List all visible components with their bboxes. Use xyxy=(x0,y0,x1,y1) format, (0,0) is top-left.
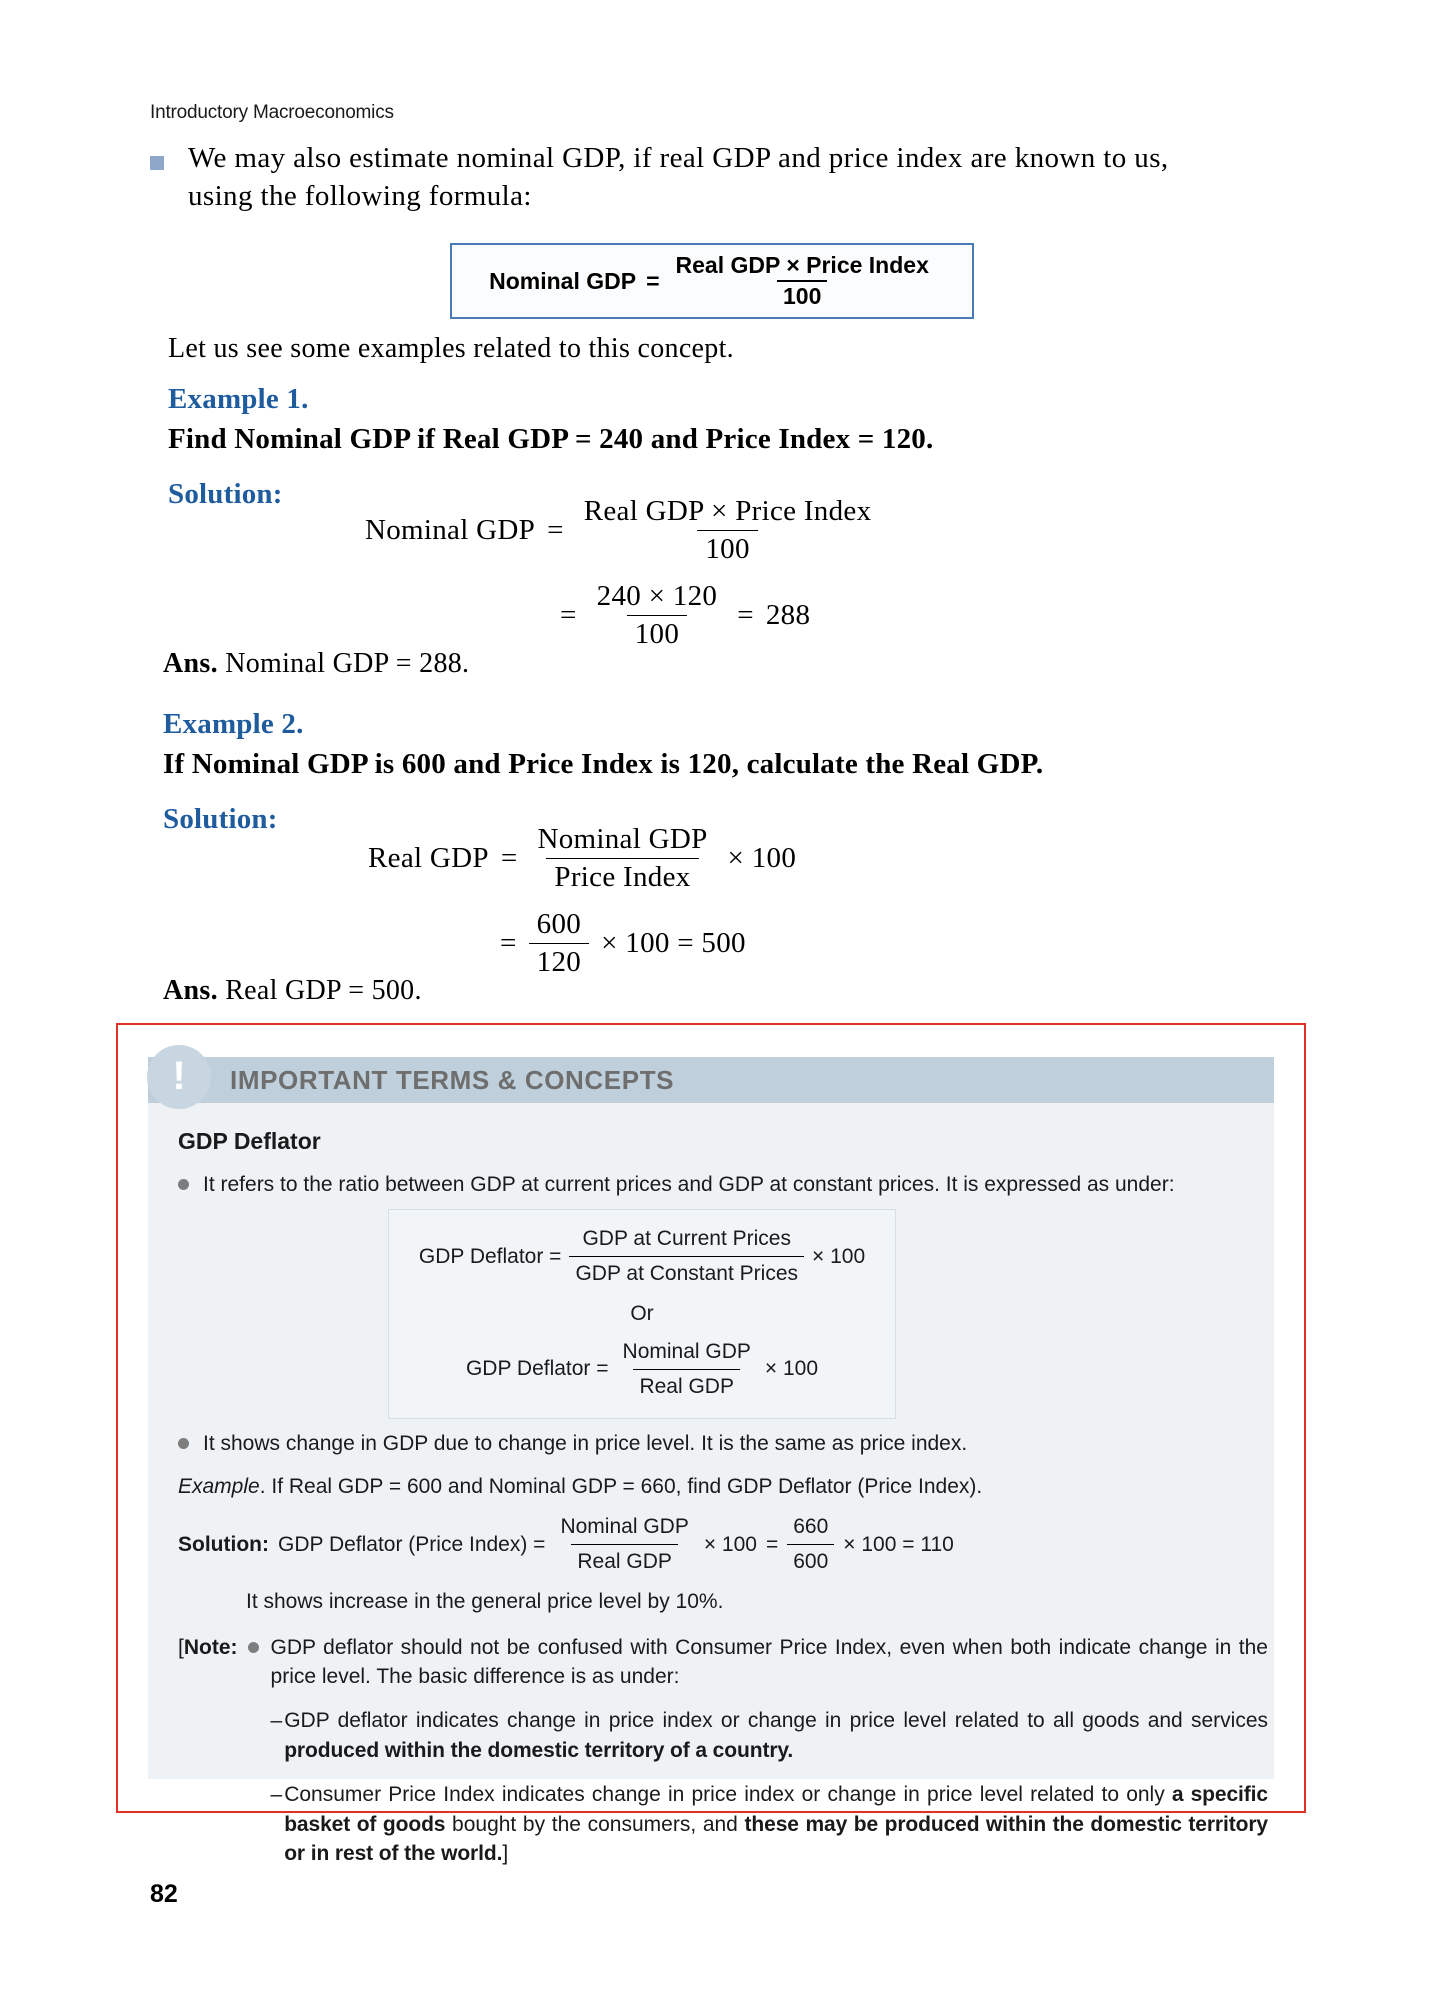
intro-bullet-block xyxy=(150,140,1280,215)
e2-eq1-times: × 100 xyxy=(727,842,797,874)
sol-mid: × 100 xyxy=(703,1532,757,1556)
deflator-equation-2 xyxy=(389,1337,895,1402)
example1-answer-text: Nominal GDP = 288. xyxy=(225,648,470,679)
note-close-bracket: ] xyxy=(502,1842,509,1866)
sol-den-2: 600 xyxy=(787,1544,834,1577)
eq2-equals: = xyxy=(560,599,577,631)
note-item-1 xyxy=(271,1706,1268,1766)
square-bullet-icon xyxy=(150,156,164,170)
example2-answer xyxy=(163,975,422,1007)
eq1-lhs: Nominal GDP xyxy=(365,514,536,546)
deflator-solution-fraction-2 xyxy=(787,1512,834,1577)
example1-equation-1 xyxy=(365,495,879,566)
note-item-1-text: GDP deflator indicates change in price index or change in price level related to all goods and services xyxy=(284,1709,1268,1733)
exclamation-glyph: ! xyxy=(172,1054,186,1098)
def-eq2-numerator: Nominal GDP xyxy=(622,1339,751,1363)
deflator-formula-card xyxy=(388,1209,896,1418)
intro-bullet-line1: We may also estimate nominal GDP, if real GDP and price index are known to us, xyxy=(188,142,1169,174)
def-eq1-denominator: GDP at Constant Prices xyxy=(569,1256,804,1289)
deflator-solution-label: Solution: xyxy=(178,1532,269,1556)
def-eq1-numerator: GDP at Current Prices xyxy=(582,1227,791,1251)
eq2-numerator: 240 × 120 xyxy=(596,580,718,612)
running-head: Introductory Macroeconomics xyxy=(150,102,394,123)
example2-question: If Nominal GDP is 600 and Price Index is 120, calculate the Real GDP. xyxy=(163,748,1044,780)
deflator-equation-1 xyxy=(389,1224,895,1289)
sol-eq2: = xyxy=(765,1532,779,1556)
note-label-wrap xyxy=(178,1633,238,1663)
eq1-equals: = xyxy=(547,514,564,546)
page-number: 82 xyxy=(150,1880,178,1908)
def-eq2-denominator: Real GDP xyxy=(633,1369,740,1402)
deflator-or-label: Or xyxy=(630,1302,654,1326)
e2-eq2-numerator: 600 xyxy=(536,908,582,940)
round-bullet-icon xyxy=(178,1438,189,1449)
example1-equation-2 xyxy=(560,580,810,651)
formula-equals: = xyxy=(646,267,660,294)
sol-den-1: Real GDP xyxy=(571,1544,678,1577)
eq1-fraction xyxy=(576,495,880,566)
example2-equation-2 xyxy=(500,908,746,979)
note-body xyxy=(271,1633,1268,1870)
note-item-1-text-wrap xyxy=(284,1706,1268,1766)
example2-equation-1 xyxy=(368,823,796,894)
example2-solution-label: Solution: xyxy=(163,803,278,835)
nominal-gdp-formula-box xyxy=(450,243,974,319)
def-eq2-fraction xyxy=(617,1337,757,1402)
example2-answer-label: Ans. xyxy=(163,975,218,1006)
example1-solution-label: Solution: xyxy=(168,478,283,510)
sol-num-1: Nominal GDP xyxy=(560,1515,689,1539)
formula-lhs: Nominal GDP xyxy=(489,267,637,294)
def-eq1-fraction xyxy=(569,1224,804,1289)
e2-eq1-equals: = xyxy=(500,842,518,874)
note-block xyxy=(178,1633,1268,1870)
e2-eq2-fraction xyxy=(529,908,589,979)
example2-answer-text: Real GDP = 500. xyxy=(225,975,422,1006)
eq1-denominator: 100 xyxy=(697,530,757,566)
nominal-gdp-formula xyxy=(489,252,935,310)
important-terms-box xyxy=(116,1023,1306,1866)
eq2-denominator: 100 xyxy=(627,615,687,651)
e2-eq1-lhs: Real GDP xyxy=(368,842,489,874)
note-item-2-text-1: Consumer Price Index indicates change in price index or change in price level related to only xyxy=(284,1782,1172,1806)
intro-bullet-line2: using the following formula: xyxy=(188,179,532,212)
def-eq1-lhs: GDP Deflator = xyxy=(418,1244,562,1268)
note-item-1-dash: – xyxy=(270,1709,283,1733)
e2-eq1-fraction xyxy=(529,823,715,894)
def-eq2-tail: × 100 xyxy=(764,1357,819,1381)
deflator-bullet-2-text: It shows change in GDP due to change in price level. It is the same as price index. xyxy=(203,1431,968,1455)
example1-question: Find Nominal GDP if Real GDP = 240 and Price Index = 120. xyxy=(168,423,934,455)
important-terms-content xyxy=(178,1125,1268,1869)
deflator-example-label: Example xyxy=(178,1475,260,1499)
eq2-result-equals: = xyxy=(737,599,754,631)
deflator-solution-fraction-1 xyxy=(554,1512,694,1577)
note-item-2-dash: – xyxy=(270,1782,283,1806)
deflator-bullet-1 xyxy=(178,1170,1268,1200)
e2-eq2-denominator: 120 xyxy=(529,943,589,979)
sol-tail: × 100 = 110 xyxy=(843,1532,954,1556)
round-bullet-icon xyxy=(178,1179,189,1190)
gdp-deflator-subheading: GDP Deflator xyxy=(178,1128,321,1154)
note-item-2 xyxy=(271,1780,1268,1869)
note-open-bracket: [ xyxy=(178,1635,184,1659)
e2-eq2-equals: = xyxy=(500,927,517,959)
example1-answer xyxy=(163,648,469,680)
formula-fraction xyxy=(670,252,935,310)
example2-heading: Example 2. xyxy=(163,708,304,740)
round-bullet-icon xyxy=(248,1642,259,1653)
note-item-2-bold-2: these may be produced within the domestic territory or in rest of the world. xyxy=(284,1812,1268,1866)
deflator-solution-note: It shows increase in the general price level by 10%. xyxy=(246,1589,724,1613)
deflator-bullet-2 xyxy=(178,1429,1268,1459)
lead-in-text: Let us see some examples related to this concept. xyxy=(168,333,734,364)
note-paragraph-1: GDP deflator should not be confused with Consumer Price Index, even when both indicate change in the price level. The basic difference is as under: xyxy=(270,1635,1268,1689)
eq2-result: 288 xyxy=(765,599,811,631)
e2-eq1-denominator: Price Index xyxy=(546,858,698,894)
example1-heading: Example 1. xyxy=(168,383,309,415)
exclamation-icon xyxy=(147,1045,211,1109)
deflator-solution-equation xyxy=(178,1512,1268,1577)
def-eq2-lhs: GDP Deflator = xyxy=(465,1357,609,1381)
sol-num-2: 660 xyxy=(793,1515,829,1539)
e2-eq1-numerator: Nominal GDP xyxy=(537,823,708,855)
deflator-solution-lhs: GDP Deflator (Price Index) = xyxy=(277,1532,546,1556)
formula-denominator: 100 xyxy=(777,280,827,310)
example1-answer-label: Ans. xyxy=(163,648,218,679)
note-item-1-bold: produced within the domestic territory of a country. xyxy=(284,1739,794,1763)
formula-numerator: Real GDP × Price Index xyxy=(675,252,929,278)
note-item-2-bold-1: a specific basket of goods xyxy=(284,1782,1268,1836)
deflator-bullet-1-text: It refers to the ratio between GDP at current prices and GDP at constant prices. It is expressed as under: xyxy=(203,1172,1175,1196)
deflator-example-text: . If Real GDP = 600 and Nominal GDP = 660, find GDP Deflator (Price Index). xyxy=(259,1475,983,1499)
e2-eq2-times: × 100 = 500 xyxy=(601,927,746,959)
note-item-2-text-2: bought by the consumers, and xyxy=(445,1812,745,1836)
intro-bullet-row xyxy=(150,140,1280,215)
note-item-2-text-wrap xyxy=(284,1780,1268,1869)
def-eq1-tail: × 100 xyxy=(812,1244,866,1268)
note-label: Note: xyxy=(183,1635,238,1659)
important-terms-title: IMPORTANT TERMS & CONCEPTS xyxy=(230,1065,675,1095)
eq2-fraction xyxy=(589,580,726,651)
intro-bullet-text xyxy=(188,140,1280,215)
eq1-numerator: Real GDP × Price Index xyxy=(583,495,872,527)
deflator-example-line xyxy=(178,1472,1268,1502)
